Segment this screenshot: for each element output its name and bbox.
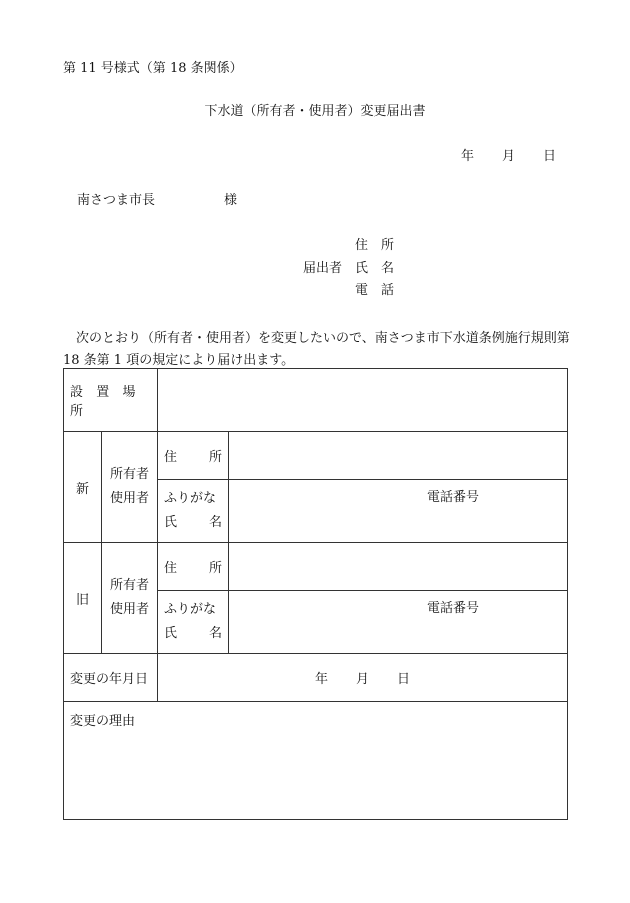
old-address-field[interactable] [229, 543, 568, 591]
new-address-row [64, 432, 568, 480]
new-address-field[interactable] [229, 432, 568, 480]
change-form-table [63, 368, 568, 820]
old-name-label: 氏 名 [164, 626, 223, 641]
document-title: 下水道（所有者・使用者）変更届出書 [204, 104, 426, 119]
old-address-row [64, 543, 568, 591]
old-furigana-label: ふりがな [164, 602, 217, 617]
old-owner-user-label [102, 543, 158, 654]
install-location-label: 設 置 場 所 [64, 369, 158, 432]
old-furigana-name-label [158, 591, 229, 654]
new-user-label: 使用者 [109, 491, 149, 506]
reason-label: 変更の理由 [70, 714, 136, 729]
date-day: 日 [543, 149, 557, 164]
body-text: 次のとおり（所有者・使用者）を変更したいので、南さつま市下水道条例施行規則第 18 条第 1 項の規定により届け出ます。 [63, 331, 570, 368]
install-location-row [64, 369, 568, 432]
date-year: 年 [461, 149, 475, 164]
applicant-phone-label: 電 話 [355, 283, 395, 298]
new-owner-label: 所有者 [109, 467, 149, 482]
submission-date [461, 150, 556, 163]
old-name-field[interactable] [229, 591, 568, 654]
old-address-label: 住 所 [158, 543, 229, 591]
applicant-name-label: 氏 名 [355, 261, 395, 276]
old-label: 旧 [64, 543, 102, 654]
change-date-row [64, 654, 568, 702]
change-date-field[interactable] [158, 654, 568, 702]
install-location-field[interactable] [158, 369, 568, 432]
change-date-year: 年 [314, 672, 328, 687]
new-name-label: 氏 名 [164, 515, 223, 530]
old-owner-label: 所有者 [109, 578, 149, 593]
new-label: 新 [64, 432, 102, 543]
old-user-label: 使用者 [109, 602, 149, 617]
new-furigana-name-label [158, 480, 229, 543]
applicant-address-label: 住 所 [355, 238, 395, 253]
addressee [77, 193, 238, 208]
new-name-field[interactable] [229, 480, 568, 543]
change-date-day: 日 [397, 672, 411, 687]
date-month: 月 [502, 149, 516, 164]
form-number: 第 11 号様式（第 18 条関係） [63, 61, 243, 76]
reason-row [64, 702, 568, 820]
new-phone-label: 電話番号 [427, 490, 480, 505]
new-owner-user-label [102, 432, 158, 543]
change-date-label: 変更の年月日 [64, 654, 158, 702]
new-address-label: 住 所 [158, 432, 229, 480]
applicant-role: 届出者 [303, 261, 343, 276]
addressee-name: 南さつま市長 [77, 193, 156, 208]
old-phone-label: 電話番号 [427, 601, 480, 616]
new-furigana-label: ふりがな [164, 491, 217, 506]
addressee-honorific: 様 [224, 193, 238, 208]
change-date-month: 月 [355, 672, 369, 687]
reason-field[interactable] [64, 702, 568, 820]
